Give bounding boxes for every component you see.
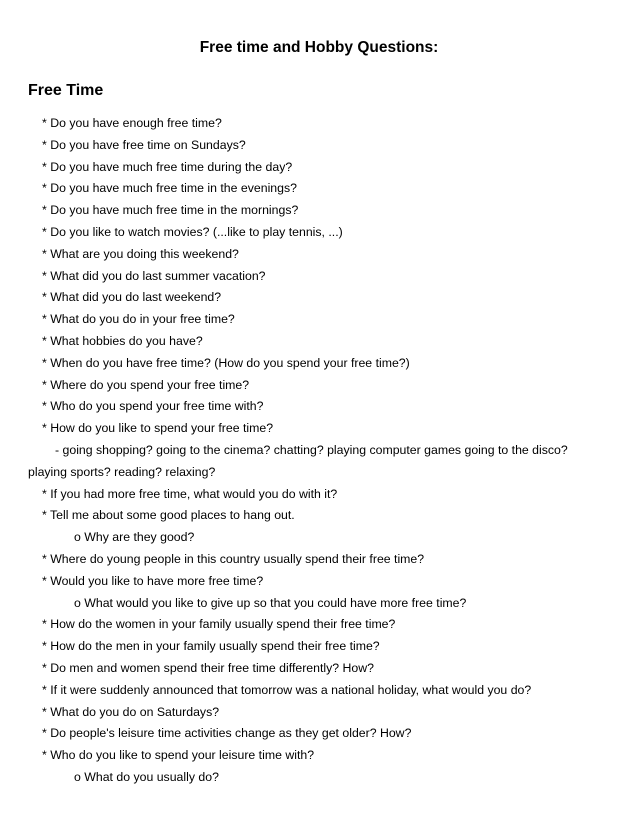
question-item: * Do people's leisure time activities change as they get older? How? bbox=[42, 726, 412, 741]
question-item: * What do you do in your free time? bbox=[42, 312, 235, 327]
example-line: - going shopping? going to the cinema? chatting? playing computer games going to the disco? bbox=[55, 442, 568, 457]
question-item: * Would you like to have more free time? bbox=[42, 573, 264, 588]
sub-question: o What do you usually do? bbox=[74, 769, 219, 784]
question-item: * What do you do on Saturdays? bbox=[42, 704, 220, 719]
example-line: playing sports? reading? relaxing? bbox=[28, 464, 216, 479]
question-item: * Where do you spend your free time? bbox=[42, 377, 250, 392]
question-list bbox=[0, 113, 638, 789]
question-item: * When do you have free time? (How do you spend your free time?) bbox=[42, 355, 410, 370]
question-item: * Do you have much free time in the mornings? bbox=[42, 203, 299, 218]
question-item: * Do men and women spend their free time differently? How? bbox=[42, 660, 374, 675]
question-item: * Do you have much free time during the day? bbox=[42, 159, 293, 174]
question-item: * How do you like to spend your free time? bbox=[42, 421, 274, 436]
sub-question: o Why are they good? bbox=[74, 530, 195, 545]
question-item: * What did you do last summer vacation? bbox=[42, 268, 266, 283]
question-item: * How do the women in your family usually spend their free time? bbox=[42, 617, 396, 632]
question-item: * Where do young people in this country usually spend their free time? bbox=[42, 551, 425, 566]
question-item: * What are you doing this weekend? bbox=[42, 246, 239, 261]
question-item: * Who do you spend your free time with? bbox=[42, 399, 264, 414]
section-heading-free-time: Free Time bbox=[28, 82, 104, 99]
question-item: * Tell me about some good places to hang out. bbox=[42, 508, 295, 523]
page-title: Free time and Hobby Questions: bbox=[199, 39, 439, 56]
question-item: * Do you have much free time in the evenings? bbox=[42, 181, 297, 196]
question-item: * Who do you like to spend your leisure time with? bbox=[42, 748, 315, 763]
question-item: * If it were suddenly announced that tomorrow was a national holiday, what would you do? bbox=[42, 682, 532, 697]
question-item: * Do you have free time on Sundays? bbox=[42, 137, 246, 152]
question-item: * If you had more free time, what would you do with it? bbox=[42, 486, 338, 501]
question-item: * What did you do last weekend? bbox=[42, 290, 222, 305]
question-item: * What hobbies do you have? bbox=[42, 333, 203, 348]
sub-question: o What would you like to give up so that you could have more free time? bbox=[74, 595, 467, 610]
question-item: * Do you like to watch movies? (...like to play tennis, ...) bbox=[42, 224, 343, 239]
question-item: * Do you have enough free time? bbox=[42, 116, 222, 130]
question-item: * How do the men in your family usually spend their free time? bbox=[42, 639, 380, 654]
